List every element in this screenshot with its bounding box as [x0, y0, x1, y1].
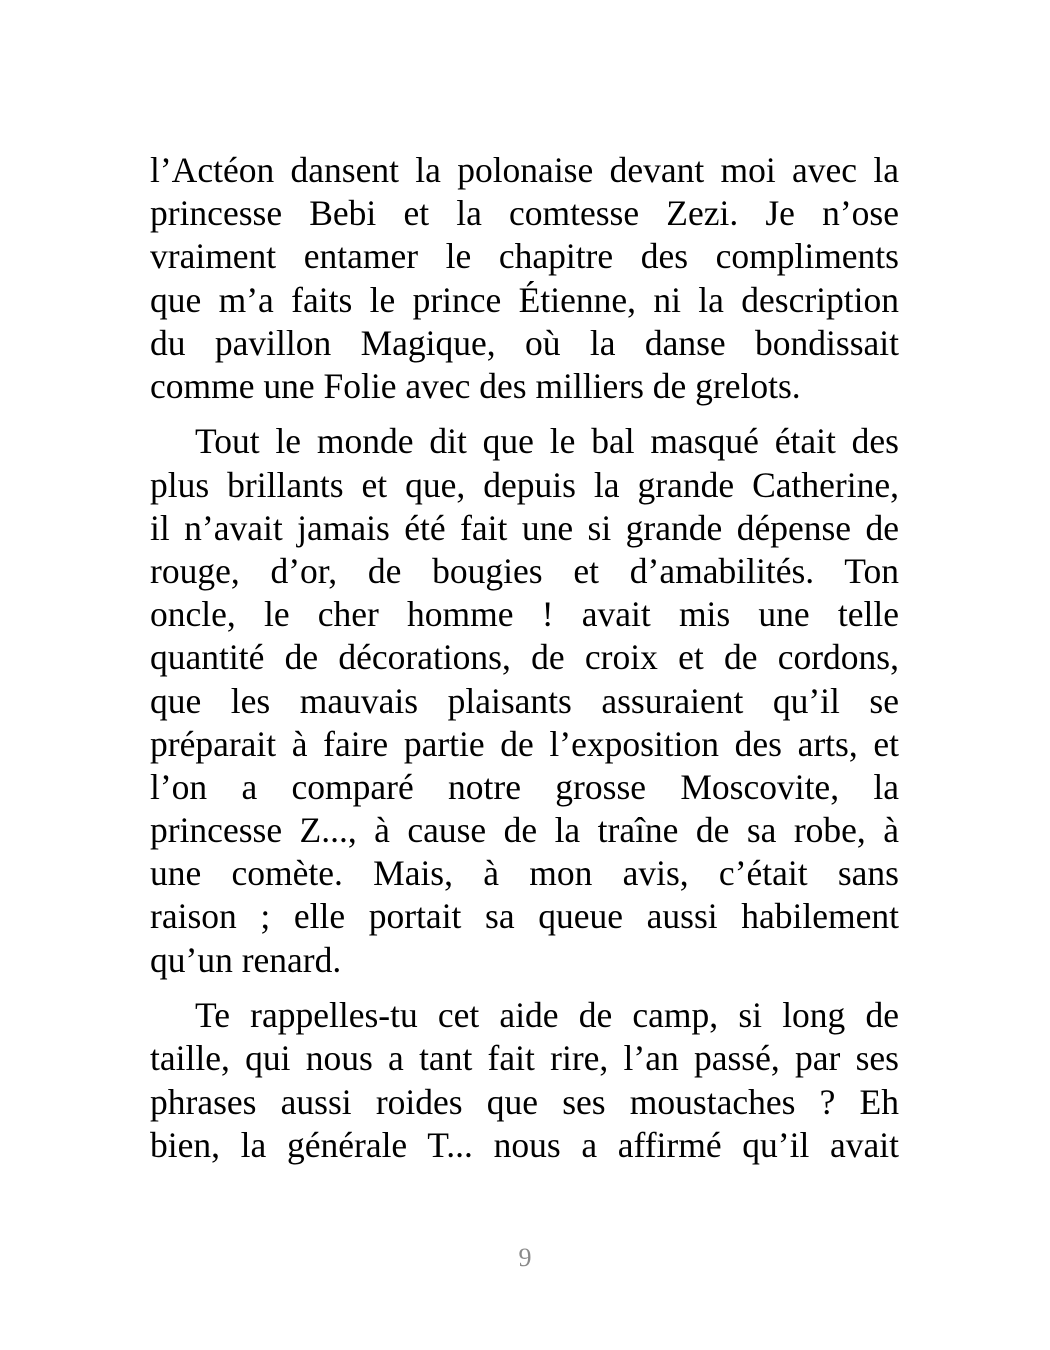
paragraph-1 — [150, 149, 899, 408]
text-line: bien, la générale T... nous a affirmé qu’il avait — [150, 1124, 899, 1165]
text-line: phrases aussi roides que ses moustaches ? Eh — [150, 1081, 899, 1122]
text-line: plus brillants et que, depuis la grande Catherine, — [150, 464, 899, 505]
text-line: une comète. Mais, à mon avis, c’était sans — [150, 853, 899, 894]
text-line: princesse Bebi et la comtesse Zezi. Je n’ose — [150, 193, 899, 234]
text-line: il n’avait jamais été fait une si grande dépense de — [150, 507, 899, 548]
text-line: comme une Folie avec des milliers de grelots. — [150, 365, 801, 406]
text-line: Te rappelles-tu cet aide de camp, si long de — [195, 995, 899, 1036]
page-number: 9 — [518, 1243, 532, 1272]
text-line: raison ; elle portait sa queue aussi habilement — [150, 896, 899, 937]
text-line: du pavillon Magique, où la danse bondissait — [150, 322, 899, 363]
text-line: l’Actéon dansent la polonaise devant moi avec la — [150, 150, 899, 190]
text-line: Tout le monde dit que le bal masqué était des — [195, 421, 899, 462]
paragraph-spacing — [150, 982, 899, 994]
paragraph-2 — [150, 420, 899, 981]
paragraph-3 — [150, 994, 899, 1167]
paragraph-spacing — [150, 408, 899, 420]
text-line: préparait à faire partie de l’exposition des arts, et — [150, 723, 899, 764]
text-line: taille, qui nous a tant fait rire, l’an passé, par ses — [150, 1038, 899, 1079]
text-line: vraiment entamer le chapitre des compliments — [150, 236, 899, 277]
text-line: quantité de décorations, de croix et de cordons, — [150, 637, 899, 678]
text-line: que m’a faits le prince Étienne, ni la description — [150, 279, 899, 320]
text-line: princesse Z..., à cause de la traîne de sa robe, à — [150, 810, 899, 851]
text-line: rouge, d’or, de bougies et d’amabilités. Ton — [150, 550, 899, 591]
text-line: qu’un renard. — [150, 939, 342, 980]
text-line: que les mauvais plaisants assuraient qu’il se — [150, 680, 899, 721]
text-line: oncle, le cher homme ! avait mis une telle — [150, 594, 899, 635]
text-line: l’on a comparé notre grosse Moscovite, la — [150, 766, 899, 807]
body-text — [150, 149, 899, 1167]
